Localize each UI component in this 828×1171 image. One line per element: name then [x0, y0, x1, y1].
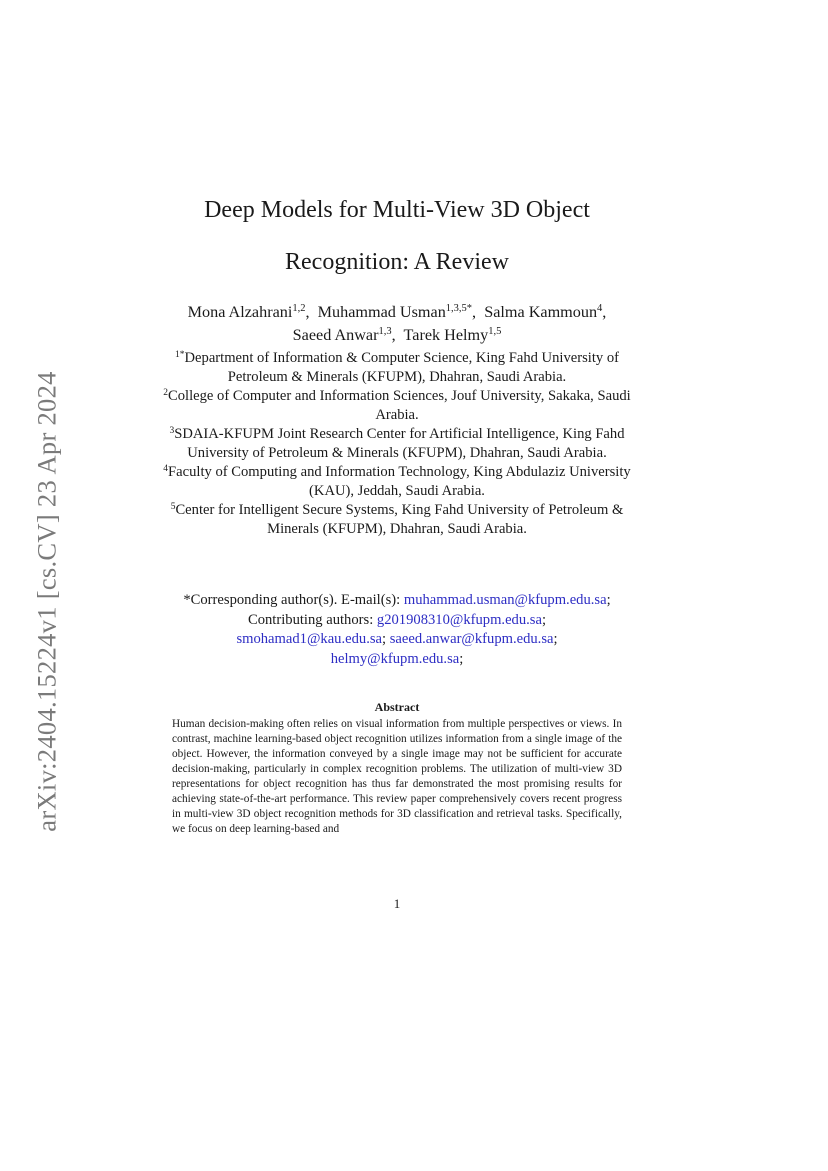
contributing-email-link[interactable]: helmy@kfupm.edu.sa [330, 650, 460, 667]
separator: ; [459, 650, 464, 667]
affiliation [150, 387, 644, 425]
author-name: Saeed Anwar [292, 326, 379, 344]
affiliation-text: Department of Information & Computer Science, King Fahd University of Petroleum & Minerals (KFUPM), Dhahran, Saudi Arabia. [184, 350, 619, 385]
abstract-text: Human decision-making often relies on visual information from multiple perspectives or views. In contrast, machine learning-based object recognition utilizes information from a single image of the object. However, the information conveyed by a single image may not be sufficient for accurate decision-making, particularly in complex recognition problems. The utilization of multi-view 3D representations for object recognition has thus far demonstrated the most promising results for achieving state-of-the-art performance. This review paper comprehensively covers recent progress in multi-view 3D object recognition methods for 3D classification and retrieval tasks. Specifically, we focus on deep learning-based and [172, 718, 622, 835]
author [293, 326, 392, 344]
author-name: Salma Kammoun [484, 303, 598, 321]
affiliation-mark: 2 [163, 388, 169, 398]
separator: ; [553, 631, 558, 647]
abstract-heading: Abstract [374, 700, 420, 714]
contributing-email-link[interactable]: smohamad1@kau.edu.sa [236, 631, 382, 647]
separator: ; [606, 592, 611, 608]
affiliation-text: College of Computer and Information Sciences, Jouf University, Sakaka, Saudi Arabia. [168, 388, 631, 423]
affiliation-mark: 1* [175, 350, 185, 360]
contributing-email-link[interactable]: saeed.anwar@kfupm.edu.sa [389, 631, 554, 647]
separator: ; [382, 631, 387, 647]
author [318, 303, 472, 321]
author-affiliation-mark: 4 [597, 303, 603, 314]
corresponding-email-link[interactable]: muhammad.usman@kfupm.edu.sa [403, 592, 607, 608]
affiliation-text: Faculty of Computing and Information Technology, King Abdulaziz University (KAU), Jeddah, Saudi Arabia. [168, 464, 631, 499]
author [484, 303, 602, 321]
affiliation-mark: 5 [170, 502, 176, 512]
arxiv-identifier: arXiv:2404.15224v1 [cs.CV] 23 Apr 2024 [31, 370, 62, 832]
corresponding-label: *Corresponding author(s). E-mail(s): [183, 592, 401, 608]
affiliation-text: Center for Intelligent Secure Systems, King Fahd University of Petroleum & Minerals (KFUPM), Dhahran, Saudi Arabia. [175, 502, 624, 537]
affiliation [150, 501, 644, 539]
paper-title-line-1: Deep Models for Multi-View 3D Object [204, 197, 590, 223]
affiliation-mark: 3 [169, 426, 175, 436]
contributing-email-link[interactable]: g201908310@kfupm.edu.sa [376, 611, 542, 628]
author-name: Tarek Helmy [403, 326, 489, 344]
paper-title-line-2: Recognition: A Review [285, 249, 509, 275]
contributing-label: Contributing authors: [247, 611, 374, 628]
affiliation [150, 463, 644, 501]
author-list: Mona Alzahrani$^{1,2}$, Muhammad Usman$^{1,3,5*}$, Salma Kammoun$^4$, Saeed Anwar$^{1,3}$, Tarek Helmy$^{1,5}$ [187, 303, 607, 344]
affiliation-text: SDAIA-KFUPM Joint Research Center for Artificial Intelligence, King Fahd University of Petroleum & Minerals (KFUPM), Dhahran, Saudi Arabia. [174, 426, 625, 461]
author [404, 326, 502, 344]
author-name: Mona Alzahrani [187, 303, 293, 321]
author-affiliation-mark: 1,2 [292, 303, 306, 314]
affiliation [150, 349, 644, 387]
affiliation [150, 425, 644, 463]
affiliation-mark: 4 [163, 464, 169, 474]
author-affiliation-mark: 1,5 [488, 326, 502, 337]
arxiv-stamp [16, 356, 78, 846]
author-affiliation-mark: 1,3,5* [445, 303, 473, 314]
author-affiliation-mark: 1,3 [378, 326, 392, 337]
correspondence-block [150, 591, 644, 669]
page-number: 1 [393, 896, 401, 911]
separator: ; [541, 611, 547, 628]
affiliation-list [150, 349, 644, 539]
author-name: Muhammad Usman [317, 303, 446, 321]
author [188, 303, 306, 321]
